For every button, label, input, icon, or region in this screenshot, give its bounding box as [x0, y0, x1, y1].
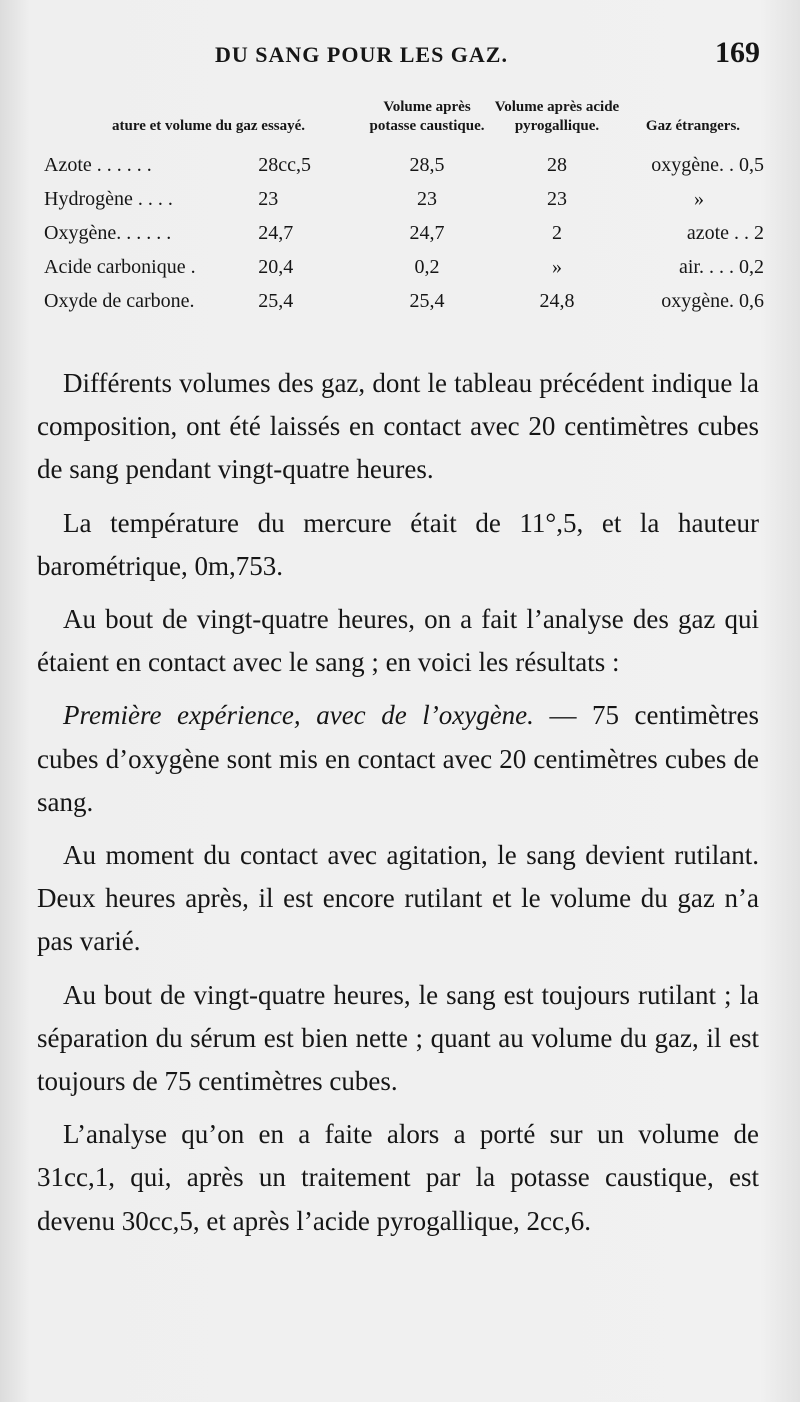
volume-after-pyrogallique: 24,8 [539, 289, 575, 312]
foreign-gas: azote . . 2 [686, 221, 764, 244]
col-header-pyrogallique: Volume après acide pyrogallique. [494, 99, 620, 134]
col-header-gas: ature et volume du gaz essayé. [112, 118, 306, 134]
foreign-gas: air. . . . 0,2 [679, 255, 764, 278]
foreign-gas: oxygène. . 0,5 [651, 153, 764, 176]
initial-volume: 28cc,5 [258, 153, 312, 176]
paragraph [37, 694, 759, 824]
table-row [44, 250, 764, 284]
volume-after-potasse: 25,4 [409, 289, 445, 312]
initial-volume: 25,4 [258, 289, 294, 312]
foreign-gas: oxygène. 0,6 [661, 289, 764, 312]
initial-volume: 20,4 [258, 255, 294, 278]
paragraph-text: — 75 centimètres cubes d’oxygène sont mis en contact avec 20 centimètres cubes de sang. [37, 700, 759, 817]
paragraph: Au bout de vingt-quatre heures, le sang est toujours rutilant ; la séparation du sérum est bien nette ; quant au volume du gaz, il est toujours de 75 centimètres cubes. [37, 979, 759, 1097]
table-row [44, 182, 764, 216]
body-text [37, 362, 759, 1253]
paragraph: La température du mercure était de 11°,5, et la hauteur barométrique, 0m,753. [37, 507, 759, 581]
paragraph: Au bout de vingt-quatre heures, on a fait l’analyse des gaz qui étaient en contact avec le sang ; en voici les résultats : [37, 604, 759, 678]
running-title: DU SANG POUR LES GAZ. [215, 42, 508, 67]
initial-volume: 23 [258, 187, 279, 210]
gas-name: Oxyde de carbone. [44, 289, 195, 312]
table-header-row [44, 98, 764, 148]
table-row [44, 148, 764, 182]
initial-volume: 24,7 [258, 221, 294, 244]
volume-after-pyrogallique: 2 [552, 221, 562, 244]
table-row [44, 216, 764, 250]
paragraph: L’analyse qu’on en a faite alors a porté sur un volume de 31cc,1, qui, après un traitement par la potasse caustique, est devenu 30cc,5, et après l’acide pyrogallique, 2cc,6. [37, 1119, 759, 1236]
col-header-potasse: Volume après potasse caustique. [369, 99, 485, 134]
volume-after-pyrogallique: 23 [547, 187, 567, 210]
gas-table [44, 98, 764, 318]
volume-after-potasse: 24,7 [409, 221, 445, 244]
gas-name: Acide carbonique . [44, 255, 196, 278]
page-number: 169 [715, 36, 760, 69]
experiment-heading: Première expérience, avec de l’oxygène. [63, 700, 534, 731]
paragraph: Au moment du contact avec agitation, le sang devient rutilant. Deux heures après, il est encore rutilant et le volume du gaz n’a pas varié. [37, 840, 759, 957]
volume-after-potasse: 23 [417, 187, 437, 210]
gas-name: Azote . . . . . . [44, 153, 152, 176]
volume-after-potasse: 0,2 [414, 255, 440, 278]
page-header [215, 36, 760, 80]
gas-name: Oxygène. . . . . . [44, 221, 172, 244]
volume-after-pyrogallique: 28 [547, 153, 567, 176]
paragraph: Différents volumes des gaz, dont le tableau précédent indique la composition, ont été laissés en contact avec 20 centimètres cubes de sang pendant vingt-quatre heures. [37, 368, 759, 485]
gas-name: Hydrogène . . . . [44, 187, 173, 210]
col-header-foreign-gas: Gaz étrangers. [645, 118, 741, 134]
volume-after-potasse: 28,5 [409, 153, 445, 176]
volume-after-pyrogallique: » [552, 255, 562, 278]
foreign-gas: » [694, 187, 704, 210]
table-row [44, 284, 764, 318]
